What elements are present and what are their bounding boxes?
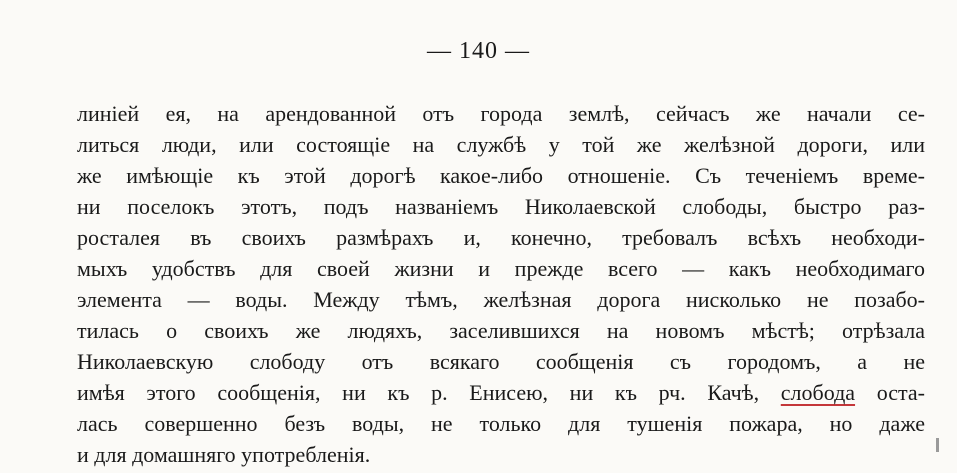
text-line-5: росталея въ своихъ размѣрахъ и, конечно, требовалъ всѣхъ необходи- xyxy=(77,225,925,250)
text-line-10 xyxy=(77,377,925,408)
body-paragraph xyxy=(77,98,925,470)
text-line-3: же имѣющіе къ этой дорогѣ какое-либо отношеніе. Съ теченіемъ време- xyxy=(77,163,925,188)
text-line-9: Николаевскую слободу отъ всякаго сообщенія съ городомъ, а не xyxy=(77,349,925,374)
text-line-2: литься люди, или состоящіе на службѣ у той же желѣзной дороги, или xyxy=(77,132,925,157)
margin-mark xyxy=(936,438,939,452)
underlined-word: слобода xyxy=(780,380,856,405)
page-number: — 140 — xyxy=(427,38,530,64)
text-line-1: линіей ея, на арендованной отъ города землѣ, сейчасъ же начали се- xyxy=(77,101,925,126)
text-line-8: тилась о своихъ же людяхъ, заселившихся на новомъ мѣстѣ; отрѣзала xyxy=(77,318,925,343)
text-line-7: элемента — воды. Между тѣмъ, желѣзная дорога нисколько не позабо- xyxy=(77,287,925,312)
text-line-10-after: оста- xyxy=(855,380,926,405)
text-line-6: мыхъ удобствъ для своей жизни и прежде всего — какъ необходимаго xyxy=(77,256,925,281)
text-line-11: лась совершенно безъ воды, не только для тушенія пожара, но даже xyxy=(77,411,925,436)
text-line-10-before: имѣя этого сообщенія, ни къ р. Енисею, ни къ рч. Качѣ, xyxy=(77,380,781,405)
text-line-12: и для домашняго употребленія. xyxy=(77,442,371,467)
text-line-4: ни поселокъ этотъ, подъ названіемъ Николаевской слободы, быстро раз- xyxy=(77,194,925,219)
